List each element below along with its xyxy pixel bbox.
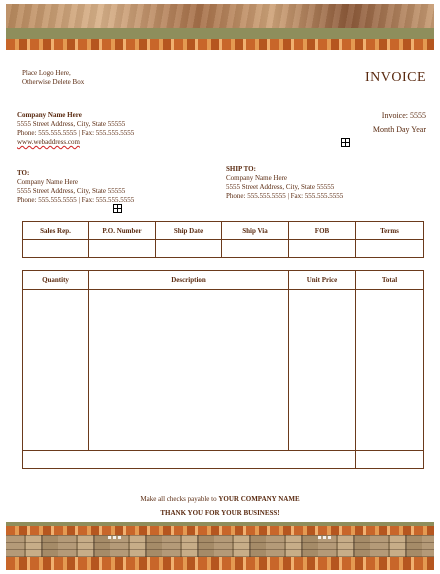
header-unit-price: Unit Price: [289, 271, 356, 290]
footer-wood-strip-bottom: [6, 557, 434, 570]
header-stone-strip: [6, 4, 434, 28]
line-items-table: [22, 270, 424, 469]
company-phone-fax: Phone: 555.555.5555 | Fax: 555.555.5555: [17, 129, 135, 137]
header-sales-rep: Sales Rep.: [23, 222, 89, 240]
bill-to-phone-fax: Phone: 555.555.5555 | Fax: 555.555.5555: [17, 196, 135, 204]
logo-placeholder[interactable]: [22, 69, 84, 87]
ship-to-phone-fax: Phone: 555.555.5555 | Fax: 555.555.5555: [226, 192, 344, 200]
bill-to-name: Company Name Here: [17, 178, 79, 186]
header-olive-strip: [6, 28, 434, 39]
footer-dots-right: [318, 536, 331, 539]
footer-decoration: [6, 522, 434, 570]
footer-stone-strip: [6, 535, 434, 557]
footer-dots-left: [108, 536, 121, 539]
bill-to-block[interactable]: [17, 169, 134, 205]
header-total: Total: [356, 271, 424, 290]
bill-to-label: TO:: [17, 169, 30, 177]
quantity-cell[interactable]: [23, 290, 89, 451]
ship-to-block[interactable]: [226, 165, 343, 201]
terms-header-row: [23, 222, 424, 240]
company-block[interactable]: [17, 111, 134, 147]
header-terms: Terms: [356, 222, 424, 240]
header-description: Description: [89, 271, 289, 290]
footer-wood-strip-top: [6, 526, 434, 535]
checks-payable-company: YOUR COMPANY NAME: [218, 495, 300, 503]
checks-payable-prefix: Make all checks payable to: [140, 495, 219, 503]
fob-cell[interactable]: [289, 240, 356, 258]
ship-to-label: SHIP TO:: [226, 165, 256, 173]
header-quantity: Quantity: [23, 271, 89, 290]
table-move-handle-icon[interactable]: [341, 138, 350, 147]
items-body-row: [23, 290, 424, 451]
terms-cell[interactable]: [356, 240, 424, 258]
items-header-row: [23, 271, 424, 290]
items-footer-row: [23, 451, 424, 469]
unit-price-cell[interactable]: [289, 290, 356, 451]
header-decoration: [6, 4, 434, 50]
sales-rep-cell[interactable]: [23, 240, 89, 258]
description-cell[interactable]: [89, 290, 289, 451]
invoice-number[interactable]: Invoice: 5555: [381, 111, 426, 120]
bill-to-address: 5555 Street Address, City, State 55555: [17, 187, 126, 195]
order-terms-table: [22, 221, 424, 258]
terms-value-row: [23, 240, 424, 258]
company-name: Company Name Here: [17, 111, 82, 119]
table-move-handle-icon[interactable]: [113, 204, 122, 213]
total-cell[interactable]: [356, 290, 424, 451]
thank-you-note: THANK YOU FOR YOUR BUSINESS!: [160, 509, 280, 517]
grand-total-cell[interactable]: [356, 451, 424, 469]
company-address: 5555 Street Address, City, State 55555: [17, 120, 126, 128]
ship-to-address: 5555 Street Address, City, State 55555: [226, 183, 335, 191]
ship-date-cell[interactable]: [156, 240, 222, 258]
checks-payable-note: [0, 495, 440, 504]
items-footer-spacer: [23, 451, 356, 469]
header-ship-date: Ship Date: [156, 222, 222, 240]
ship-to-name: Company Name Here: [226, 174, 288, 182]
header-ship-via: Ship Via: [222, 222, 289, 240]
po-number-cell[interactable]: [89, 240, 156, 258]
invoice-date[interactable]: Month Day Year: [372, 125, 426, 134]
header-po-number: P.O. Number: [89, 222, 156, 240]
logo-placeholder-line-2: Otherwise Delete Box: [22, 78, 85, 86]
invoice-title: INVOICE: [364, 70, 426, 85]
header-fob: FOB: [289, 222, 356, 240]
logo-placeholder-line-1: Place Logo Here,: [22, 69, 71, 77]
header-wood-strip: [6, 39, 434, 50]
ship-via-cell[interactable]: [222, 240, 289, 258]
company-website[interactable]: www.webaddress.com: [17, 138, 80, 146]
